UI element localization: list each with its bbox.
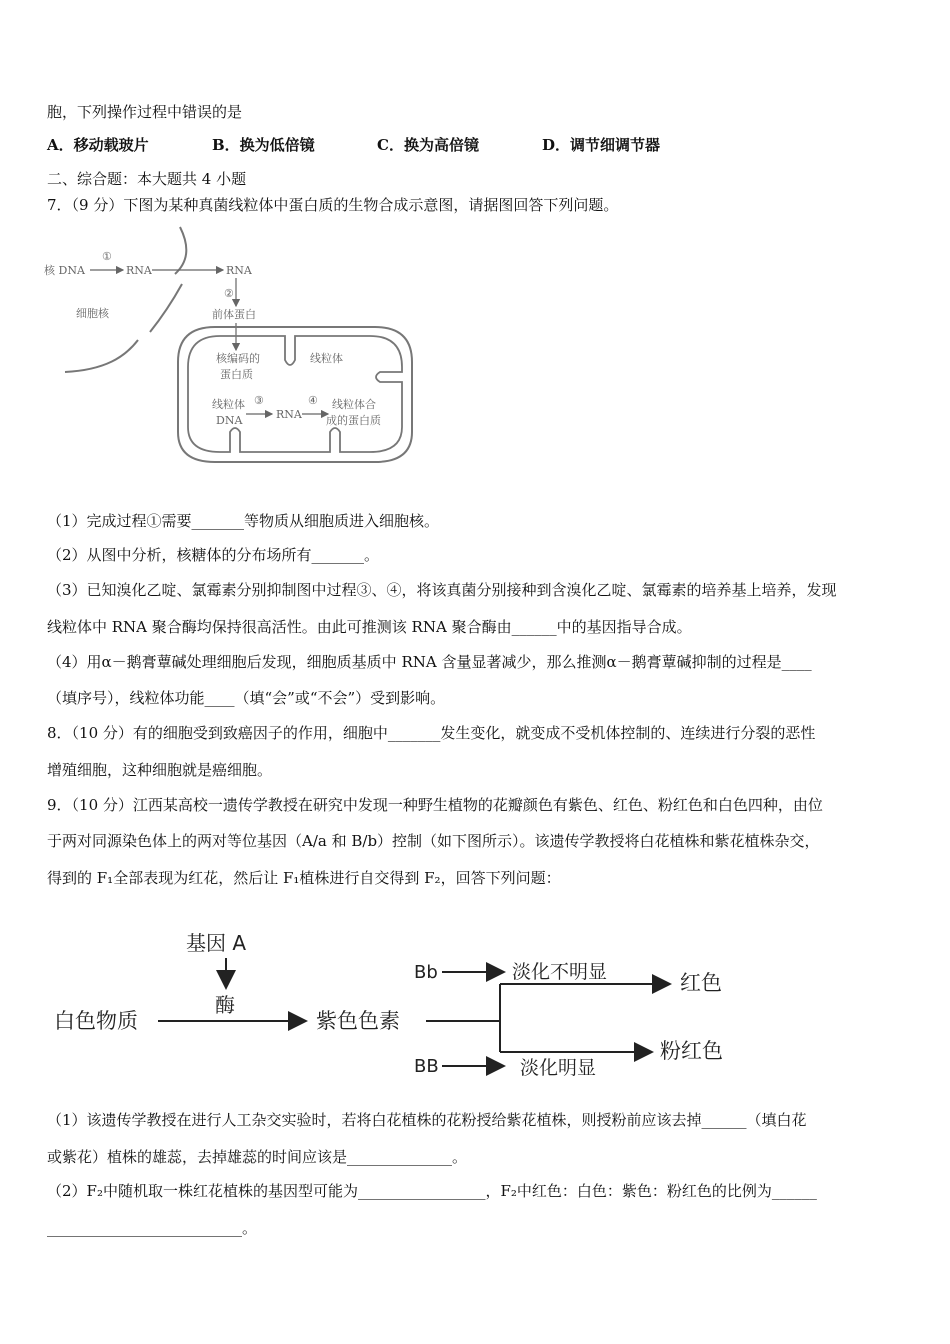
white-substance-label: 白色物质 [54, 1009, 138, 1033]
q7-sub2: （2）从图中分析，核糖体的分布场所有_______。 [47, 546, 380, 564]
nuclear-envelope-lower [65, 340, 138, 372]
nuclear-envelope-upper [175, 227, 186, 274]
mito-synthesized-protein-line2: 成的蛋白质 [326, 414, 381, 427]
rna2-label: RNA [226, 264, 252, 277]
q7-sub3-line1: （3）已知溴化乙啶、氯霉素分别抑制图中过程③、④，将该真菌分别接种到含溴化乙啶、氯霉素的培养基上培养，发现 [47, 581, 837, 599]
q7-stem: 7．（9 分）下图为某种真菌线粒体中蛋白质的生物合成示意图，请据图回答下列问题。 [47, 196, 619, 214]
q7-sub4-line2: （填序号），线粒体功能____（填“会”或“不会”）受到影响。 [47, 689, 446, 707]
q7-sub3-line2: 线粒体中 RNA 聚合酶均保持很高活性。由此可推测该 RNA 聚合酶由______中的基因指导合成。 [47, 618, 692, 636]
q9-sub2-line2: __________________________。 [47, 1219, 258, 1237]
genotype-bb-small: Bb [414, 962, 438, 983]
mito-synthesized-protein-line1: 线粒体合 [332, 398, 376, 411]
q9-sub2-line1: （2）F₂中随机取一株红花植株的基因型可能为_________________，F₂中红色：白色：紫色：粉红色的比例为______ [47, 1182, 817, 1200]
nucleus-label: 细胞核 [76, 307, 109, 320]
q7-mitochondria-diagram [40, 222, 420, 484]
step4-label: ④ [308, 394, 318, 407]
precursor-protein-label: 前体蛋白 [212, 308, 256, 321]
nuclear-envelope-middle [150, 284, 182, 332]
q9-line1: 9．（10 分）江西某高校一遗传学教授在研究中发现一种野生植物的花瓣颜色有紫色、红色、粉红色和白色四种，由位 [47, 796, 823, 814]
q8-line2: 增殖细胞，这种细胞就是癌细胞。 [47, 761, 273, 779]
q9-line2: 于两对同源染色体上的两对等位基因（A/a 和 B/b）控制（如下图所示）。该遗传学教授将白花植株和紫花植株杂交， [47, 832, 820, 850]
q6-option-c: C．换为高倍镜 [377, 136, 479, 154]
strong-fade-label: 淡化明显 [520, 1057, 597, 1079]
q9-sub1-line2: 或紫花）植株的雄蕊，去掉雄蕊的时间应该是______________。 [47, 1148, 468, 1166]
rna1-label: RNA [126, 264, 152, 277]
q9-sub1-line1: （1）该遗传学教授在进行人工杂交实验时，若将白花植株的花粉授给紫花植株，则授粉前应该去掉______（填白花 [47, 1111, 807, 1129]
section2-title: 二、综合题：本大题共 4 小题 [47, 170, 247, 188]
weak-fade-label: 淡化不明显 [512, 961, 608, 983]
q6-options [47, 135, 747, 155]
nuclear-encoded-protein-line1: 核编码的 [216, 352, 260, 365]
gene-a-label: 基因 A [186, 931, 247, 955]
nuclear-encoded-protein-line2: 蛋白质 [220, 368, 253, 381]
enzyme-label: 酶 [215, 993, 235, 1017]
q6-option-b: B．换为低倍镜 [212, 136, 315, 154]
step1-label: ① [102, 250, 112, 263]
mitochondrion-label: 线粒体 [310, 352, 343, 365]
q6-stem-tail: 胞，下列操作过程中错误的是 [47, 103, 243, 121]
q9-pigment-pathway-diagram [40, 920, 760, 1090]
q7-sub1: （1）完成过程①需要_______等物质从细胞质进入细胞核。 [47, 512, 440, 530]
q9-line3: 得到的 F₁全部表现为红花，然后让 F₁植株进行自交得到 F₂，回答下列问题： [47, 869, 561, 887]
rna3-label: RNA [276, 408, 302, 421]
pink-label: 粉红色 [660, 1039, 723, 1063]
genotype-bb-big: BB [414, 1056, 439, 1077]
mito-dna-line1: 线粒体 [212, 398, 245, 411]
q8-line1: 8．（10 分）有的细胞受到致癌因子的作用，细胞中_______发生变化，就变成不受机体控制的、连续进行分裂的恶性 [47, 724, 816, 742]
purple-pigment-label: 紫色色素 [316, 1009, 400, 1033]
mito-dna-line2: DNA [216, 414, 243, 427]
nuclear-dna-label: 核 DNA [44, 264, 85, 277]
step2-label: ② [224, 287, 234, 300]
q6-option-a: A．移动载玻片 [47, 136, 149, 154]
red-label: 红色 [680, 971, 722, 995]
step3-label: ③ [254, 394, 264, 407]
q7-sub4-line1: （4）用α－鹅膏蕈碱处理细胞后发现，细胞质基质中 RNA 含量显著减少，那么推测α－鹅膏蕈碱抑制的过程是____ [47, 653, 812, 671]
q6-option-d: D．调节细调节器 [542, 136, 661, 154]
